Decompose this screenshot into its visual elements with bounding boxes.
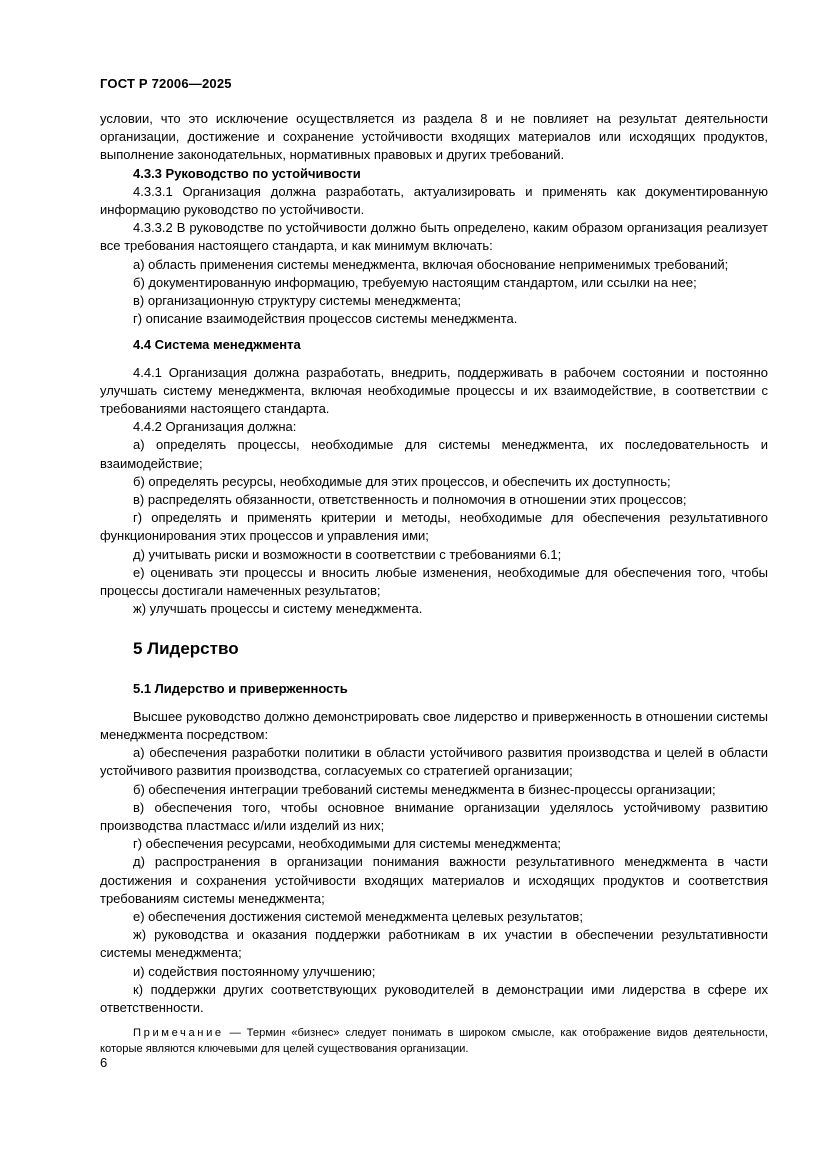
list-item: а) определять процессы, необходимые для системы менеджмента, их последовательность и взаимодействие; xyxy=(100,437,768,471)
list-item: б) определять ресурсы, необходимые для этих процессов, и обеспечить их доступность; xyxy=(133,473,671,489)
paragraph-4-3-3-1: 4.3.3.1 Организация должна разработать, актуализировать и применять как документированную информацию руководство по устойчивости. xyxy=(100,183,768,218)
page-number: 6 xyxy=(100,1055,108,1070)
list-item: а) обеспечения разработки политики в области устойчивого развития производства и целей в области устойчивого развития производства, согласуемых со стратегией организации; xyxy=(100,745,768,779)
list-item: в) обеспечения того, чтобы основное внимание организации уделялось устойчивому развитию производства пластмасс и/или изделий из них; xyxy=(100,799,768,833)
list-item: а) область применения системы менеджмента, включая обоснование неприменимых требований; xyxy=(133,256,729,272)
note xyxy=(100,1025,768,1057)
heading-4-3-3: 4.3.3 Руководство по устойчивости xyxy=(133,165,361,181)
list-item: г) определять и применять критерии и методы, необходимые для обеспечения результативного функционирования этих процессов и управления ими; xyxy=(100,510,768,544)
heading-4-4: 4.4 Система менеджмента xyxy=(133,337,301,353)
list-item: б) обеспечения интеграции требований системы менеджмента в бизнес-процессы организации; xyxy=(133,781,716,797)
note-label: Примечание xyxy=(133,1027,224,1040)
list-item: б) документированную информацию, требуемую настоящим стандартом, или ссылки на нее; xyxy=(133,274,697,290)
paragraph-4-4-2: 4.4.2 Организация должна: xyxy=(133,419,297,435)
document-header: ГОСТ Р 72006—2025 xyxy=(100,76,232,91)
list-item: е) обеспечения достижения системой менеджмента целевых результатов; xyxy=(133,908,583,924)
list-item: ж) руководства и оказания поддержки работникам в их участии в обеспечении результативности системы менеджмента; xyxy=(100,927,768,961)
heading-5-1: 5.1 Лидерство и приверженность xyxy=(133,681,348,697)
list-item: д) учитывать риски и возможности в соответствии с требованиями 6.1; xyxy=(133,546,562,562)
paragraph-4-4-1: 4.4.1 Организация должна разработать, внедрить, поддерживать в рабочем состоянии и постоянно улучшать систему менеджмента, включая необходимые процессы и их взаимодействие, в соответствии с требованиями настоящего стандарта. xyxy=(100,364,768,417)
list-item: к) поддержки других соответствующих руководителей в демонстрации ими лидерства в сфере их ответственности. xyxy=(100,981,768,1015)
document-body xyxy=(100,110,768,1057)
list-item: г) обеспечения ресурсами, необходимыми для системы менеджмента; xyxy=(133,836,562,852)
list-item: ж) улучшать процессы и систему менеджмента. xyxy=(133,601,423,617)
list-item: д) распространения в организации понимания важности результативного менеджмента в части достижения и сохранения устойчивости входящих материалов и исходящих продуктов и соответствия требованиям системы менеджмента; xyxy=(100,854,768,906)
list-item: и) содействия постоянному улучшению; xyxy=(133,963,376,979)
list-item: в) распределять обязанности, ответственность и полномочия в отношении этих процессов; xyxy=(133,492,687,508)
list-item: г) описание взаимодействия процессов системы менеджмента. xyxy=(133,311,518,327)
note-text: — Термин «бизнес» следует понимать в широком смысле, как отображение видов деятельности, которые являются ключевыми для целей существования организации. xyxy=(100,1027,768,1056)
continuation-paragraph: условии, что это исключение осуществляется из раздела 8 и не повлияет на результат деятельности организации, достижение и сохранение устойчивости входящих материалов или исходящих продуктов, выполнение законодательных, нормативных правовых и других требований. xyxy=(100,111,768,163)
list-item: в) организационную структуру системы менеджмента; xyxy=(133,293,462,309)
paragraph-4-3-3-2: 4.3.3.2 В руководстве по устойчивости должно быть определено, каким образом организация реализует все требования настоящего стандарта, и как минимум включать: xyxy=(100,220,768,254)
paragraph-5-1: Высшее руководство должно демонстрировать свое лидерство и приверженность в отношении системы менеджмента посредством: xyxy=(100,708,768,742)
heading-5: 5 Лидерство xyxy=(133,639,239,659)
list-item: е) оценивать эти процессы и вносить любые изменения, необходимые для обеспечения того, чтобы процессы достигали намеченных результатов; xyxy=(100,564,768,599)
